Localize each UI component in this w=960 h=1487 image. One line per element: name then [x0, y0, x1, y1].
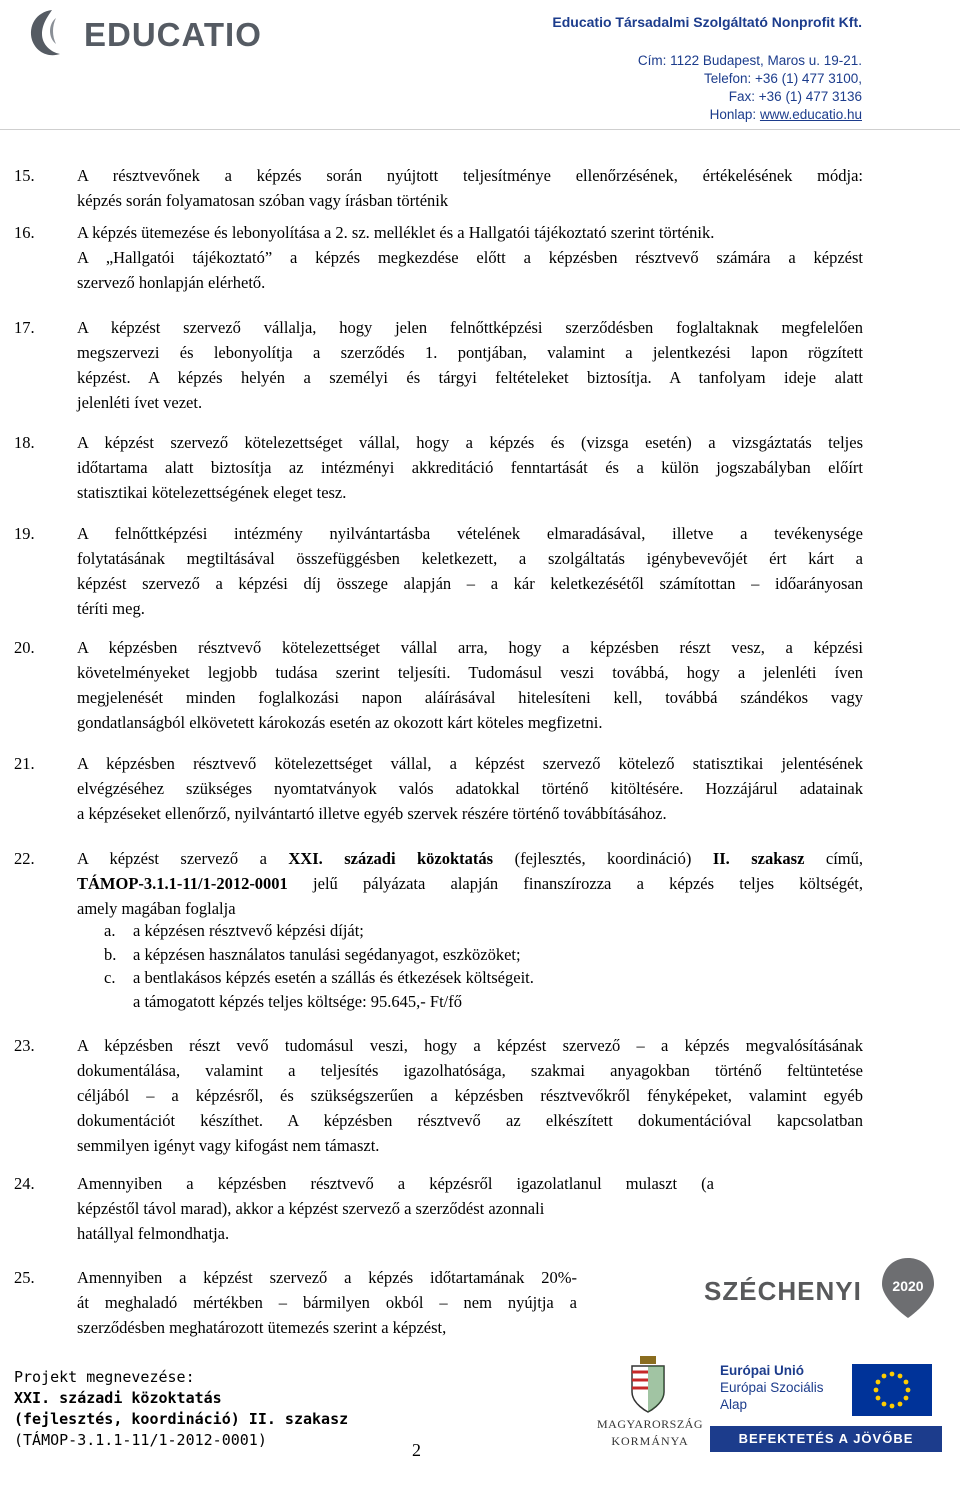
clause-line: Amennyiben a képzést szervező a képzés időtartamának 20%-	[77, 1268, 577, 1287]
clause-line: időtartama alatt biztosítja az intézményi akkreditáció fenntartását és a külön jogszabályban előírt	[77, 458, 863, 477]
educatio-emblem-icon	[22, 6, 78, 62]
sublist-text: a képzésen résztvevő képzési díját;	[133, 921, 364, 940]
clause-line: Amennyiben a képzésben résztvevő a képzésről igazolatlanul mulaszt (a	[77, 1174, 714, 1193]
project-label: Projekt megnevezése:	[14, 1368, 195, 1386]
cost-line: a támogatott képzés teljes költsége: 95.645,- Ft/fő	[133, 992, 463, 1011]
clause-number: 17.	[14, 318, 35, 337]
clause-number: 21.	[14, 754, 35, 773]
website-label: Honlap:	[709, 107, 760, 122]
educatio-logo	[22, 6, 272, 62]
eu-flag-icon	[852, 1364, 932, 1416]
clause-number: 23.	[14, 1036, 35, 1055]
clause-line: elvégzéséhez szükséges nyomtatványok valós adatokkal történő kitöltésére. Hozzájárul adatainak	[77, 779, 863, 798]
clause-line	[77, 871, 863, 896]
szechenyi-year: 2020	[892, 1278, 924, 1294]
clause-line: jelenléti ívet vezet.	[77, 393, 203, 412]
clause-line: gondatlanságból elkövetett károkozás esetén az okozott kárt köteles megfizetni.	[77, 713, 603, 732]
page-number: 2	[412, 1440, 421, 1460]
clause-line: szerződésben meghatározott ütemezés szerint a képzést,	[77, 1318, 447, 1337]
szechenyi-2020-logo	[700, 1262, 940, 1332]
project-code: (TÁMOP-3.1.1-11/1-2012-0001)	[14, 1431, 267, 1449]
sublist-item	[104, 965, 534, 990]
text-run: jelű pályázata alapján finanszírozza a képzés teljes költségét,	[287, 874, 863, 893]
clause-line: A képzést szervező kötelezettséget vállal, hogy a képzés és (vizsga esetén) a vizsgáztatás teljes	[77, 433, 863, 452]
map-pin-icon	[878, 1256, 938, 1320]
coat-of-arms-icon	[598, 1354, 698, 1474]
clause-line: téríti meg.	[77, 599, 145, 618]
eu-line-1: Európai Unió	[720, 1363, 804, 1378]
website-link[interactable]: www.educatio.hu	[759, 107, 862, 122]
bold-run: TÁMOP-3.1.1-11/1-2012-0001	[77, 874, 288, 893]
clause-number: 22.	[14, 849, 35, 868]
clause-line: A „Hallgatói tájékoztató” a képzés megkezdése előtt a képzésben résztvevő számára a képzést	[77, 248, 863, 267]
clause-line: képzést szervező a képzési díj összege alapján – a kár keletkezésétől számítottan – időarányosan	[77, 574, 863, 593]
clause-line: A képzésben résztvevő kötelezettséget vállal arra, hogy a képzésben részt vesz, a képzési	[77, 638, 863, 657]
clause-line: hatállyal felmondhatja.	[77, 1224, 230, 1243]
website	[638, 106, 862, 124]
clause-line: dokumentálása, valamint a teljesítés igazolhatósága, szakmai anyagokban történő feltüntetése	[77, 1061, 863, 1080]
text-run: A képzést szervező a	[77, 849, 289, 868]
clause-line: A képzésben résztvevő kötelezettséget vállal, a képzést szervező kötelező statisztikai jelentésének	[77, 754, 863, 773]
government-line-1: MAGYARORSZÁG	[596, 1417, 703, 1431]
sublist-letter: c.	[104, 968, 116, 987]
eu-line-3: Alap	[720, 1397, 748, 1412]
company-contact	[638, 52, 862, 124]
clause-line: képzéstől távol marad), akkor a képzést szervező a szerződést azonnali	[77, 1199, 545, 1218]
clause-number: 20.	[14, 638, 35, 657]
clause-line: át meghaladó mértékben – bármilyen okból – nem nyújtja a	[77, 1293, 577, 1312]
clause-number: 24.	[14, 1174, 35, 1193]
clause-line: dokumentációt készíthet. A képzésben résztvevő az elkészített dokumentációval kapcsolatban	[77, 1111, 863, 1130]
clause-line: megszervezi és lebonyolítja a szerződés 1. pontjában, valamint a jelentkezési lapon rögzített	[77, 343, 863, 362]
clause-number: 18.	[14, 433, 35, 452]
text-run: című,	[804, 849, 864, 868]
clause-line: követelményeket legjobb tudása szerint teljesíti. Tudomásul veszi továbbá, hogy a jelenléti íven	[77, 663, 863, 682]
clause-line: A felnőttképzési intézmény nyilvántartásba vételének elmaradásával, illetve a tevékenysége	[77, 524, 863, 543]
clause-line: a képzéseket ellenőrző, nyilvántartó illetve egyéb szervek részére történő továbbításához.	[77, 804, 667, 823]
bold-run: II. szakasz	[712, 849, 805, 868]
clause-line: statisztikai kötelezettségének eleget tesz.	[77, 483, 347, 502]
logo-text: EDUCATIO	[84, 16, 262, 53]
sublist-letter: b.	[104, 945, 117, 964]
project-line: (fejlesztés, koordináció) II. szakasz	[14, 1410, 349, 1428]
clause-number: 19.	[14, 524, 35, 543]
header-divider	[0, 129, 960, 130]
clause-number: 15.	[14, 166, 35, 185]
bold-run: XXI. századi közoktatás	[288, 849, 494, 868]
clause-line: folytatásának megtiltásával összefüggésben keletkezett, a szolgáltatás igénybevevőjét ért kárt a	[77, 549, 863, 568]
future-banner: BEFEKTETÉS A JÖVŐBE	[710, 1426, 942, 1452]
clause-line: amely magában foglalja	[77, 899, 236, 918]
sublist-item	[104, 942, 521, 967]
szechenyi-text: SZÉCHENYI	[704, 1276, 862, 1306]
clause-line: A képzést szervező vállalja, hogy jelen felnőttképzési szerződésben foglaltaknak megfelelően	[77, 318, 863, 337]
eu-line-2: Európai Szociális	[720, 1380, 824, 1395]
clause-line: A résztvevőnek a képzés során nyújtott teljesítménye ellenőrzésének, értékelésének módja:	[77, 166, 863, 185]
project-line: XXI. századi közoktatás	[14, 1389, 222, 1407]
clause-line: képzést. A képzés helyén a személyi és tárgyi feltételeket biztosítja. A tanfolyam ideje alatt	[77, 368, 863, 387]
government-line-2: KORMÁNYA	[611, 1434, 689, 1448]
clause-line: szervező honlapján elérhető.	[77, 273, 266, 292]
clause-line: megjelenését minden foglalkozási napon aláírásával hitelesíteni kell, továbbá szándékos vagy	[77, 688, 863, 707]
clause-line: céljából – a képzésről, és szükségszerűen a képzésben résztvevőkről fényképeket, valamint egyéb	[77, 1086, 863, 1105]
company-name: Educatio Társadalmi Szolgáltató Nonprofit Kft.	[552, 14, 862, 30]
fax: Fax: +36 (1) 477 3136	[728, 89, 862, 104]
text-run: (fejlesztés, koordináció)	[493, 849, 713, 868]
clause-line: semmilyen igényt vagy kifogást nem támaszt.	[77, 1136, 380, 1155]
clause-line: A képzés ütemezése és lebonyolítása a 2. sz. melléklet és a Hallgatói tájékoztató szerint történik.	[77, 223, 715, 242]
clause-line: képzés során folyamatosan szóban vagy írásban történik	[77, 191, 449, 210]
address: Cím: 1122 Budapest, Maros u. 19-21.	[637, 53, 862, 68]
clause-line: A képzésben részt vevő tudomásul veszi, hogy a képzést szervező – a képzés megvalósításának	[77, 1036, 863, 1055]
clause-number: 25.	[14, 1268, 35, 1287]
sublist-text: a bentlakásos képzés esetén a szállás és étkezések költségeit.	[133, 968, 534, 987]
sublist-text: a képzésen használatos tanulási segédanyagot, eszközöket;	[133, 945, 521, 964]
phone: Telefon: +36 (1) 477 3100,	[704, 71, 862, 86]
project-info	[14, 1367, 348, 1451]
sublist-item	[104, 918, 364, 943]
sublist-letter: a.	[104, 921, 116, 940]
clause-number: 16.	[14, 223, 35, 242]
clause-line	[77, 846, 863, 871]
